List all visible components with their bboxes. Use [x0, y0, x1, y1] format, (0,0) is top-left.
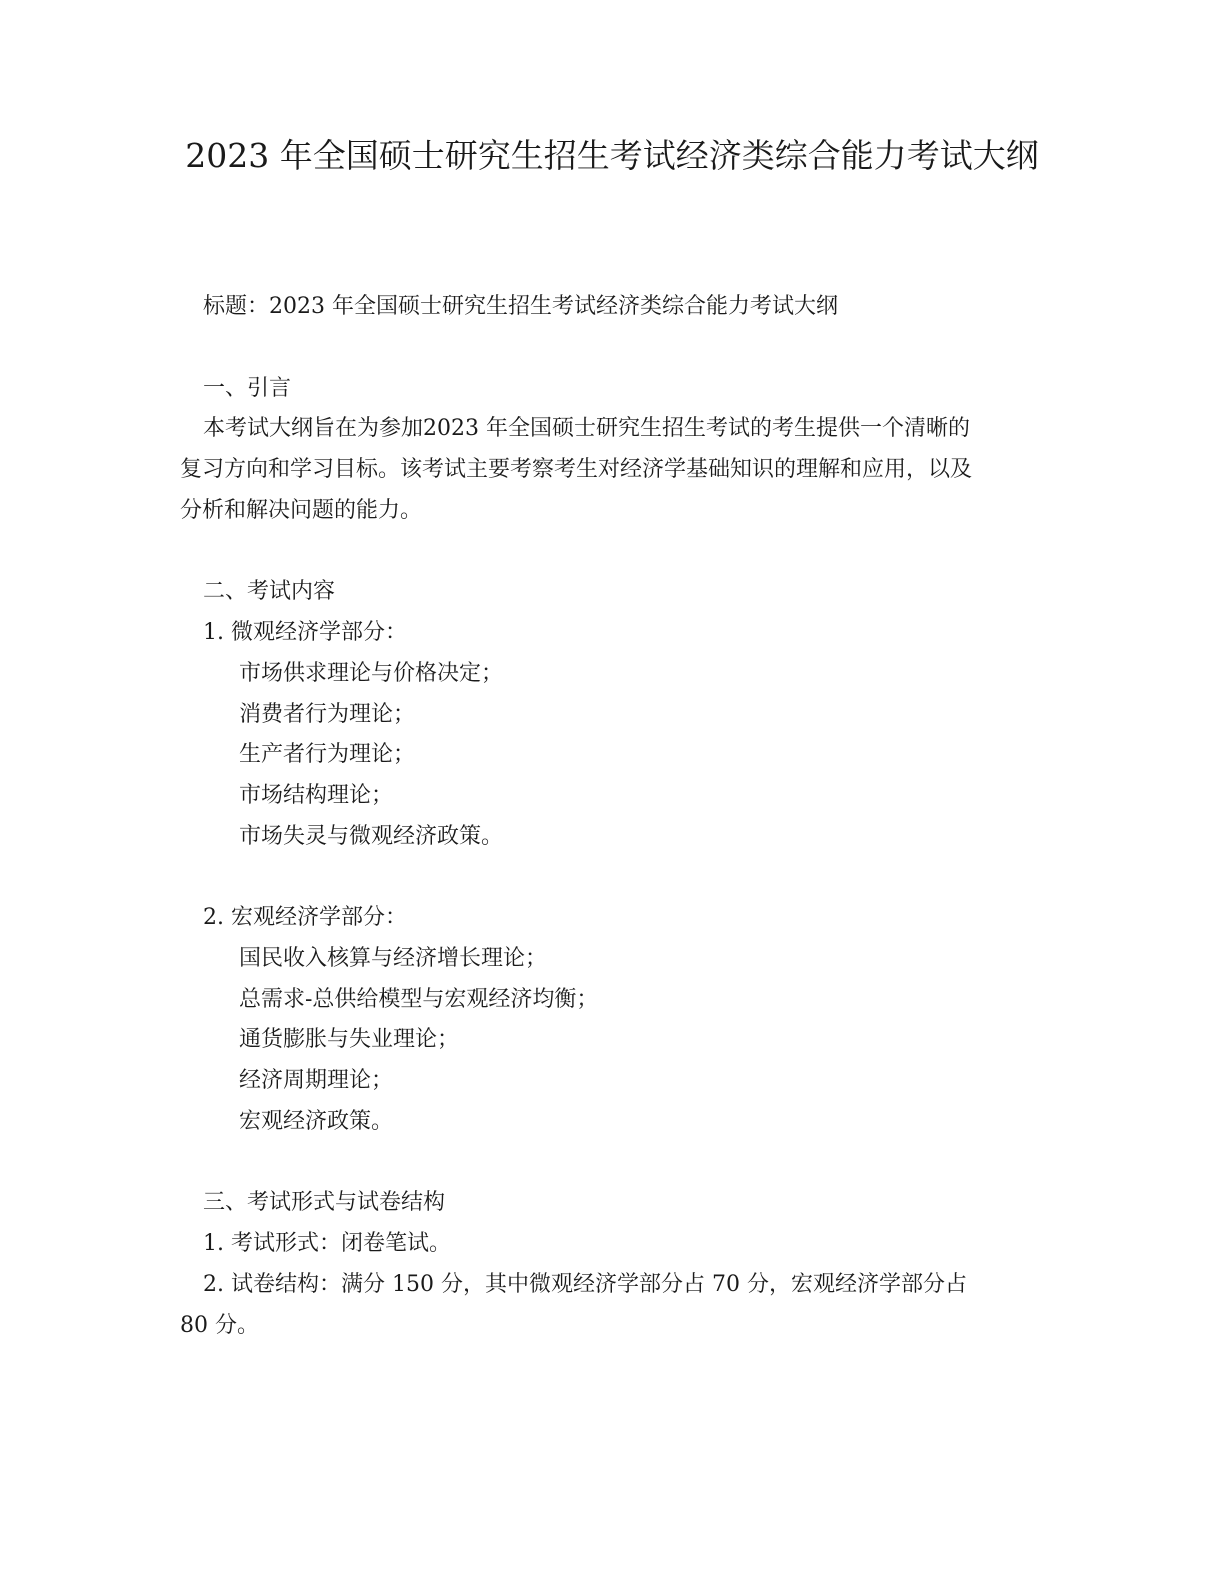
list-item: 宏观经济政策。 [239, 1109, 394, 1134]
intro-paragraph-line: 分析和解决问题的能力。 [180, 498, 423, 523]
document-subtitle: 标题：2023 年全国硕士研究生招生考试经济类综合能力考试大纲 [203, 294, 838, 319]
exam-structure-item: 2. 试卷结构：满分 150 分，其中微观经济学部分占 70 分，宏观经济学部分占 [203, 1272, 967, 1297]
intro-paragraph-line: 本考试大纲旨在为参加2023 年全国硕士研究生招生考试的考生提供一个清晰的 [203, 416, 970, 441]
section-heading-intro: 一、引言 [203, 376, 292, 401]
subsection-heading-micro: 1. 微观经济学部分： [203, 620, 407, 645]
intro-paragraph-line: 复习方向和学习目标。该考试主要考察考生对经济学基础知识的理解和应用，以及 [180, 457, 973, 482]
exam-structure-item-continued: 80 分。 [180, 1313, 259, 1338]
list-item: 市场供求理论与价格决定； [239, 661, 504, 686]
list-item: 生产者行为理论； [239, 742, 416, 767]
list-item: 市场结构理论； [239, 783, 394, 808]
list-item: 消费者行为理论； [239, 702, 416, 727]
list-item: 总需求-总供给模型与宏观经济均衡； [239, 987, 599, 1012]
section-heading-exam-form: 三、考试形式与试卷结构 [203, 1190, 446, 1215]
document-title: 2023 年全国硕士研究生招生考试经济类综合能力考试大纲 [185, 136, 1039, 175]
list-item: 市场失灵与微观经济政策。 [239, 824, 504, 849]
list-item: 国民收入核算与经济增长理论； [239, 946, 548, 971]
subsection-heading-macro: 2. 宏观经济学部分： [203, 905, 407, 930]
exam-form-item: 1. 考试形式：闭卷笔试。 [203, 1231, 451, 1256]
list-item: 经济周期理论； [239, 1068, 394, 1093]
section-heading-content: 二、考试内容 [203, 579, 336, 604]
list-item: 通货膨胀与失业理论； [239, 1027, 460, 1052]
